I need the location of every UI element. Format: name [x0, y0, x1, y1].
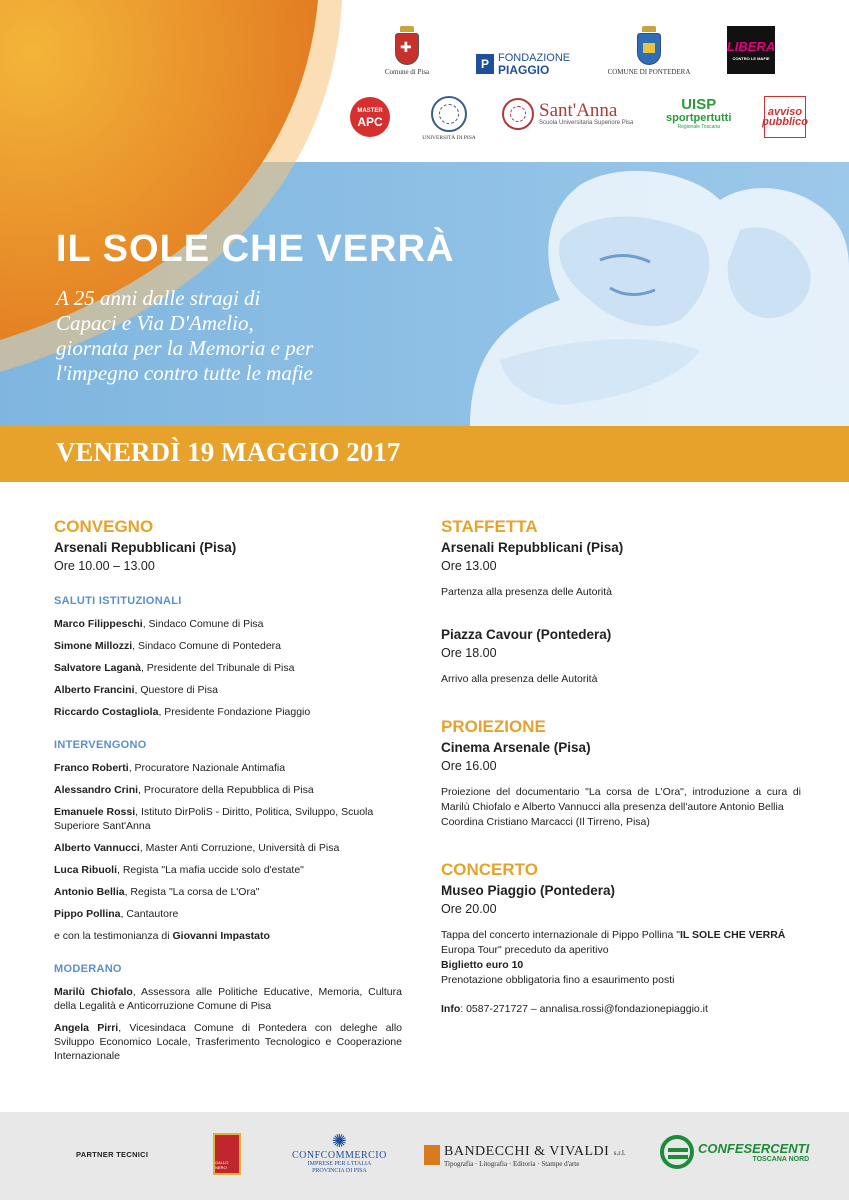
concerto-ticket: Biglietto euro 10 — [441, 959, 524, 971]
staffetta-venue-1: Arsenali Repubblicani (Pisa) — [441, 540, 624, 555]
event-title: IL SOLE CHE VERRÀ — [56, 228, 455, 270]
comune-pisa-caption: Comune di Pisa — [384, 68, 430, 76]
partner-label: PARTNER TECNICI — [76, 1150, 149, 1159]
proiezione-description: Proiezione del documentario "La corsa de L'Ora", introduzione a cura di Marilù Chiofalo e Alberto Vannucci alla presenza dell'autore Antonio Bellia — [441, 786, 801, 813]
proiezione-venue: Cinema Arsenale (Pisa) — [441, 740, 591, 755]
university-seal-icon — [431, 96, 467, 132]
speaker-name: Luca Ribuoli — [54, 864, 117, 876]
speaker-name: Pippo Pollina — [54, 908, 121, 920]
concerto-venue: Museo Piaggio (Pontedera) — [441, 883, 616, 898]
confesercenti-mark-icon — [660, 1135, 694, 1169]
confesercenti-sub: TOSCANA NORD — [752, 1156, 810, 1163]
speaker-role: , Master Anti Corruzione, Università di Pisa — [139, 842, 340, 854]
staffetta-time-1: Ore 13.00 — [441, 559, 497, 573]
concerto-desc-bold: IL SOLE CHE VERRÁ — [679, 929, 786, 941]
bandecchi-mark-icon — [424, 1145, 440, 1165]
universita-pisa-logo — [420, 96, 478, 141]
uisp-name: UISP — [681, 96, 717, 113]
bandecchi-name: BANDECCHI & VIVALDI — [444, 1144, 610, 1159]
convegno-venue: Arsenali Repubblicani (Pisa) — [54, 540, 237, 555]
speaker-entry — [54, 783, 402, 797]
speaker-entry — [54, 617, 402, 631]
bandecchi-vivaldi-logo — [424, 1142, 626, 1168]
pontedera-crest-icon — [637, 33, 661, 65]
moderano-heading: MODERANO — [54, 963, 122, 975]
avviso-pubblico-logo — [764, 96, 806, 138]
speaker-name: Alberto Vannucci — [54, 842, 140, 854]
moderator-name: Angela Pirri — [54, 1022, 119, 1034]
master-apc-logo — [350, 97, 390, 137]
libera-logo — [727, 26, 775, 74]
bandecchi-text — [444, 1142, 626, 1168]
confcommercio-line3: PROVINCIA DI PISA — [312, 1168, 367, 1174]
event-subtitle — [56, 286, 313, 386]
confcommercio-name: CONFCOMMERCIO — [292, 1150, 387, 1161]
santanna-name: Sant'Anna — [539, 100, 618, 121]
comune-pisa-logo — [378, 26, 436, 76]
santanna-seal-icon — [502, 98, 534, 130]
gallo-nero-text: GALLO NERO — [215, 1160, 229, 1170]
confcommercio-star-icon: ✺ — [331, 1131, 347, 1151]
testimonianza-name: Giovanni Impastato — [172, 930, 270, 942]
subtitle-line: Capaci e Via D'Amelio, — [56, 311, 254, 335]
fondazione-line1: FONDAZIONE — [498, 52, 571, 64]
speaker-role: , Procuratore della Repubblica di Pisa — [138, 784, 314, 796]
saluti-heading: SALUTI ISTITUZIONALI — [54, 595, 182, 607]
apc-badge — [350, 97, 390, 137]
proiezione-title: PROIEZIONE — [441, 717, 546, 736]
staffetta-section — [441, 517, 801, 687]
convegno-time: Ore 10.00 – 13.00 — [54, 559, 155, 573]
staffetta-note-2: Arrivo alla presenza delle Autorità — [441, 673, 598, 685]
confesercenti-logo — [660, 1135, 809, 1169]
comune-pontedera-logo — [604, 26, 694, 76]
speaker-entry — [54, 907, 402, 921]
speaker-name: Riccardo Costagliola — [54, 706, 159, 718]
concerto-description — [441, 928, 801, 958]
proiezione-coordina: Coordina Cristiano Marcacci (Il Tirreno, Pisa) — [441, 816, 650, 828]
bandecchi-sub: Tipografia · Litografia · Editoria · Stampe d'arte — [444, 1160, 580, 1168]
uisp-region: Regionale Toscana — [677, 124, 720, 130]
fondazione-piaggio-text — [498, 52, 570, 76]
speaker-entry — [54, 761, 402, 775]
avviso-box — [764, 96, 806, 138]
speaker-role: , Sindaco Comune di Pontedera — [132, 640, 282, 652]
avviso-line2: pubblico — [762, 116, 808, 128]
santanna-subtitle: Scuola Universitaria Superiore Pisa — [539, 120, 634, 126]
speaker-role: , Regista "La corsa de L'Ora" — [124, 886, 260, 898]
santanna-logo — [502, 98, 633, 130]
speaker-entry — [54, 863, 402, 877]
concerto-section — [441, 860, 801, 1017]
speaker-role: , Regista "La mafia uccide solo d'estate" — [117, 864, 304, 876]
uisp-logo — [666, 98, 731, 130]
speaker-entry — [54, 639, 402, 653]
moderator-role: , Assessora alle Politiche Educative, Memoria, Cultura della Legalità e Anticorruzione Comune di Pisa — [54, 986, 402, 1012]
bandecchi-suffix: s.r.l. — [613, 1149, 626, 1157]
crown-icon — [642, 26, 656, 32]
speaker-name: Alessandro Crini — [54, 784, 139, 796]
speaker-role: , Istituto DirPoliS - Diritto, Politica, Sviluppo, Scuola Superiore Sant'Anna — [54, 806, 374, 832]
piaggio-mark-icon: P — [476, 54, 494, 74]
testimonianza-entry — [54, 929, 402, 943]
speaker-role: , Questore di Pisa — [134, 684, 218, 696]
crown-icon — [400, 26, 414, 32]
concerto-desc-suffix: Europa Tour" preceduto da aperitivo — [441, 944, 609, 956]
proiezione-section — [441, 717, 801, 830]
speaker-name: Franco Roberti — [54, 762, 129, 774]
speaker-name: Antonio Bellia — [54, 886, 125, 898]
speaker-entry — [54, 885, 402, 899]
avviso-line1: avviso — [767, 106, 803, 118]
staffetta-time-2: Ore 18.00 — [441, 646, 497, 660]
staffetta-venue-2: Piazza Cavour (Pontedera) — [441, 627, 612, 642]
moderator-name: Marilù Chiofalo — [54, 986, 133, 998]
speaker-name: Marco Filippeschi — [54, 618, 143, 630]
fondazione-piaggio-logo — [476, 52, 570, 76]
right-column — [441, 517, 801, 1017]
confcommercio-line2: IMPRESE PER L'ITALIA — [307, 1161, 372, 1167]
testimonianza-prefix: e con la testimonianza di — [54, 930, 173, 942]
libera-tagline: CONTRO LE MAFIE — [732, 56, 770, 61]
speaker-role: , Cantautore — [120, 908, 179, 920]
confcommercio-logo — [292, 1132, 387, 1175]
info-contact[interactable]: : 0587-271727 – annalisa.rossi@fondazionepiaggio.it — [460, 1003, 708, 1015]
moderator-entry — [54, 1021, 402, 1063]
intervengono-heading: INTERVENGONO — [54, 739, 147, 751]
fondazione-line2: PIAGGIO — [498, 63, 550, 77]
moderator-entry — [54, 985, 402, 1013]
speaker-entry — [54, 705, 402, 719]
concerto-title: CONCERTO — [441, 860, 538, 879]
speaker-entry — [54, 805, 402, 833]
pisa-crest-icon — [395, 33, 419, 65]
speaker-entry — [54, 683, 402, 697]
concerto-time: Ore 20.00 — [441, 902, 497, 916]
staffetta-title: STAFFETTA — [441, 517, 538, 536]
gallo-nero-logo — [213, 1133, 241, 1175]
speaker-name: Alberto Francini — [54, 684, 135, 696]
gallo-nero-icon — [213, 1133, 241, 1175]
speaker-role: , Presidente Fondazione Piaggio — [158, 706, 311, 718]
convegno-section — [54, 517, 402, 1071]
speaker-role: , Procuratore Nazionale Antimafia — [128, 762, 286, 774]
subtitle-line: A 25 anni dalle stragi di — [56, 286, 261, 310]
apc-name: APC — [357, 115, 383, 129]
speaker-name: Simone Millozzi — [54, 640, 133, 652]
staffetta-note-1: Partenza alla presenza delle Autorità — [441, 586, 613, 598]
apc-top: MASTER — [357, 108, 383, 114]
subtitle-line: l'impegno contro tutte le mafie — [56, 361, 313, 385]
moderator-role: , Vicesindaca Comune di Pontedera con deleghe allo Sviluppo Economico Locale, Trasferimento Tecnologico e Cooperazione Internazionale — [54, 1022, 402, 1062]
event-date: VENERDÌ 19 MAGGIO 2017 — [56, 437, 401, 467]
libera-box — [727, 26, 775, 74]
convegno-title: CONVEGNO — [54, 517, 154, 536]
santanna-text — [539, 102, 633, 126]
speaker-role: , Sindaco Comune di Pisa — [142, 618, 264, 630]
subtitle-line: giornata per la Memoria e per — [56, 336, 314, 360]
libera-name: LIBERA — [726, 39, 776, 54]
proiezione-time: Ore 16.00 — [441, 759, 497, 773]
info-label: Info — [441, 1003, 461, 1015]
confesercenti-name: CONFESERCENTI — [698, 1141, 810, 1156]
concerto-desc-prefix: Tappa del concerto internazionale di Pippo Pollina " — [441, 929, 680, 941]
speaker-name: Salvatore Laganà — [54, 662, 141, 674]
concerto-info — [441, 1002, 801, 1017]
speaker-name: Emanuele Rossi — [54, 806, 136, 818]
universita-caption: UNIVERSITÀ DI PISA — [422, 135, 476, 141]
speaker-entry — [54, 841, 402, 855]
speaker-entry — [54, 661, 402, 675]
concerto-booking: Prenotazione obbligatoria fino a esaurimento posti — [441, 974, 675, 986]
confesercenti-text — [698, 1141, 809, 1163]
speaker-role: , Presidente del Tribunale di Pisa — [140, 662, 295, 674]
comune-pontedera-caption: COMUNE DI PONTEDERA — [607, 68, 691, 76]
uisp-tagline: sportpertutti — [666, 112, 732, 124]
